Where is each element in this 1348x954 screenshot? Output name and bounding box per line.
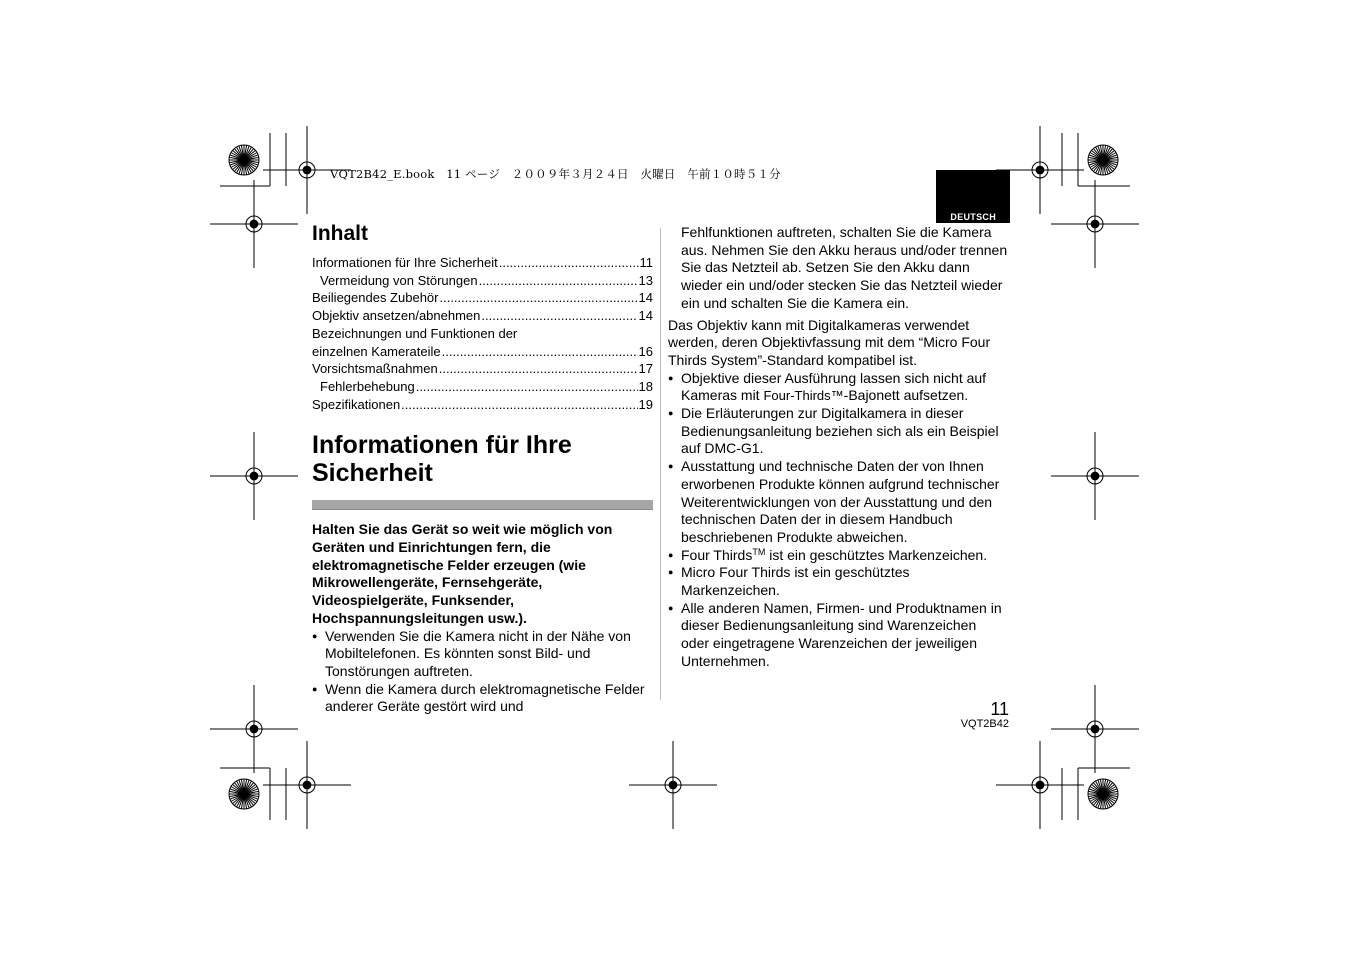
toc-entry[interactable]: Beiliegendes Zubehör ..... 14 (312, 289, 653, 307)
bullet-item: ● Verwenden Sie die Kamera nicht in der Nähe von Mobiltelefonen. Es könnten sonst Bild- und Tonstörungen auftreten. (312, 628, 653, 681)
bullet-continuation: Fehlfunktionen auftreten, schalten Sie die Kamera aus. Nehmen Sie den Akku heraus und/oder trennen Sie das Netzteil ab. Setzen Sie den Akku dann wieder ein und/oder stecken Sie das Netzteil wieder ein und schalten Sie die Kamera ein. (681, 224, 1008, 311)
toc-entry[interactable]: Vermeidung von Störungen ..... 13 (312, 272, 653, 290)
compatibility-paragraph: Das Objektiv kann mit Digitalkameras verwendet werden, deren Objektivfassung mit dem “Micro Four Thirds System”-Standard kompatibel ist. (668, 316, 991, 368)
safety-bullets (312, 628, 653, 717)
toc-entry[interactable]: Fehlerbehebung ..... 18 (312, 378, 653, 396)
notes-bullets (668, 370, 1008, 671)
section-rule (312, 500, 653, 510)
bullet-item: ● Ausstattung und technische Daten der von Ihnen erworbenen Produkte können aufgrund technischer Weiterentwicklungen von der Ausstattung und den technischen Daten der in diesem Handbuch beschriebenen Produkte abweichen. (668, 458, 1008, 547)
document-code: VQT2B42 (960, 718, 1009, 730)
bullet-item: ● Micro Four Thirds ist ein geschütztes Markenzeichen. (668, 564, 1008, 599)
toc-entry[interactable]: Vorsichtsmaßnahmen ..... 17 (312, 360, 653, 378)
column-divider (660, 228, 661, 700)
section-title: Informationen für Ihre Sicherheit (312, 431, 572, 488)
toc-entry[interactable]: Informationen für Ihre Sicherheit ..... 11 (312, 254, 653, 272)
toc-entry-line: Bezeichnungen und Funktionen der (312, 325, 518, 341)
language-tab (936, 170, 1010, 223)
toc-entry[interactable]: Objektiv ansetzen/abnehmen ..... 14 (312, 307, 653, 325)
print-info-header: VQT2B42_E.book 11 ページ ２００９年３月２４日 火曜日 午前１０時５１分 (330, 167, 781, 181)
page-number: 11 (990, 699, 1009, 719)
toc-entry[interactable]: Spezifikationen ..... 19 (312, 396, 653, 414)
bullet-item: ● Die Erläuterungen zur Digitalkamera in dieser Bedienungsanleitung beziehen sich als ein Beispiel auf DMC-G1. (668, 405, 1008, 458)
bullet-item: ● Four Thirds™ ist ein geschütztes Markenzeichen. (668, 547, 1008, 565)
safety-warning: Halten Sie das Gerät so weit wie möglich von Geräten und Einrichtungen fern, die elektromagnetische Felder erzeugen (wie Mikrowellengeräte, Fernsehgeräte, Videospielgeräte, Funksender, Hochspannungsleitungen usw.). (312, 521, 613, 626)
toc-title: Inhalt (312, 222, 368, 245)
language-tab-label: DEUTSCH (950, 212, 996, 222)
right-column (668, 224, 1008, 671)
bullet-item: ● Alle anderen Namen, Firmen- und Produktnamen in dieser Bedienungsanleitung sind Warenzeichen oder eingetragene Warenzeichen der jeweiligen Unternehmen. (668, 600, 1008, 671)
left-column (312, 220, 653, 716)
toc-entry[interactable]: einzelnen Kamerateile ..... 16 (312, 343, 653, 361)
bullet-item: ● Objektive dieser Ausführung lassen sich nicht auf Kameras mit Four-Thirds™-Bajonett aufsetzen. (668, 370, 1008, 405)
table-of-contents (312, 254, 653, 413)
bullet-item: ● Wenn die Kamera durch elektromagnetische Felder anderer Geräte gestört wird und (312, 681, 653, 716)
